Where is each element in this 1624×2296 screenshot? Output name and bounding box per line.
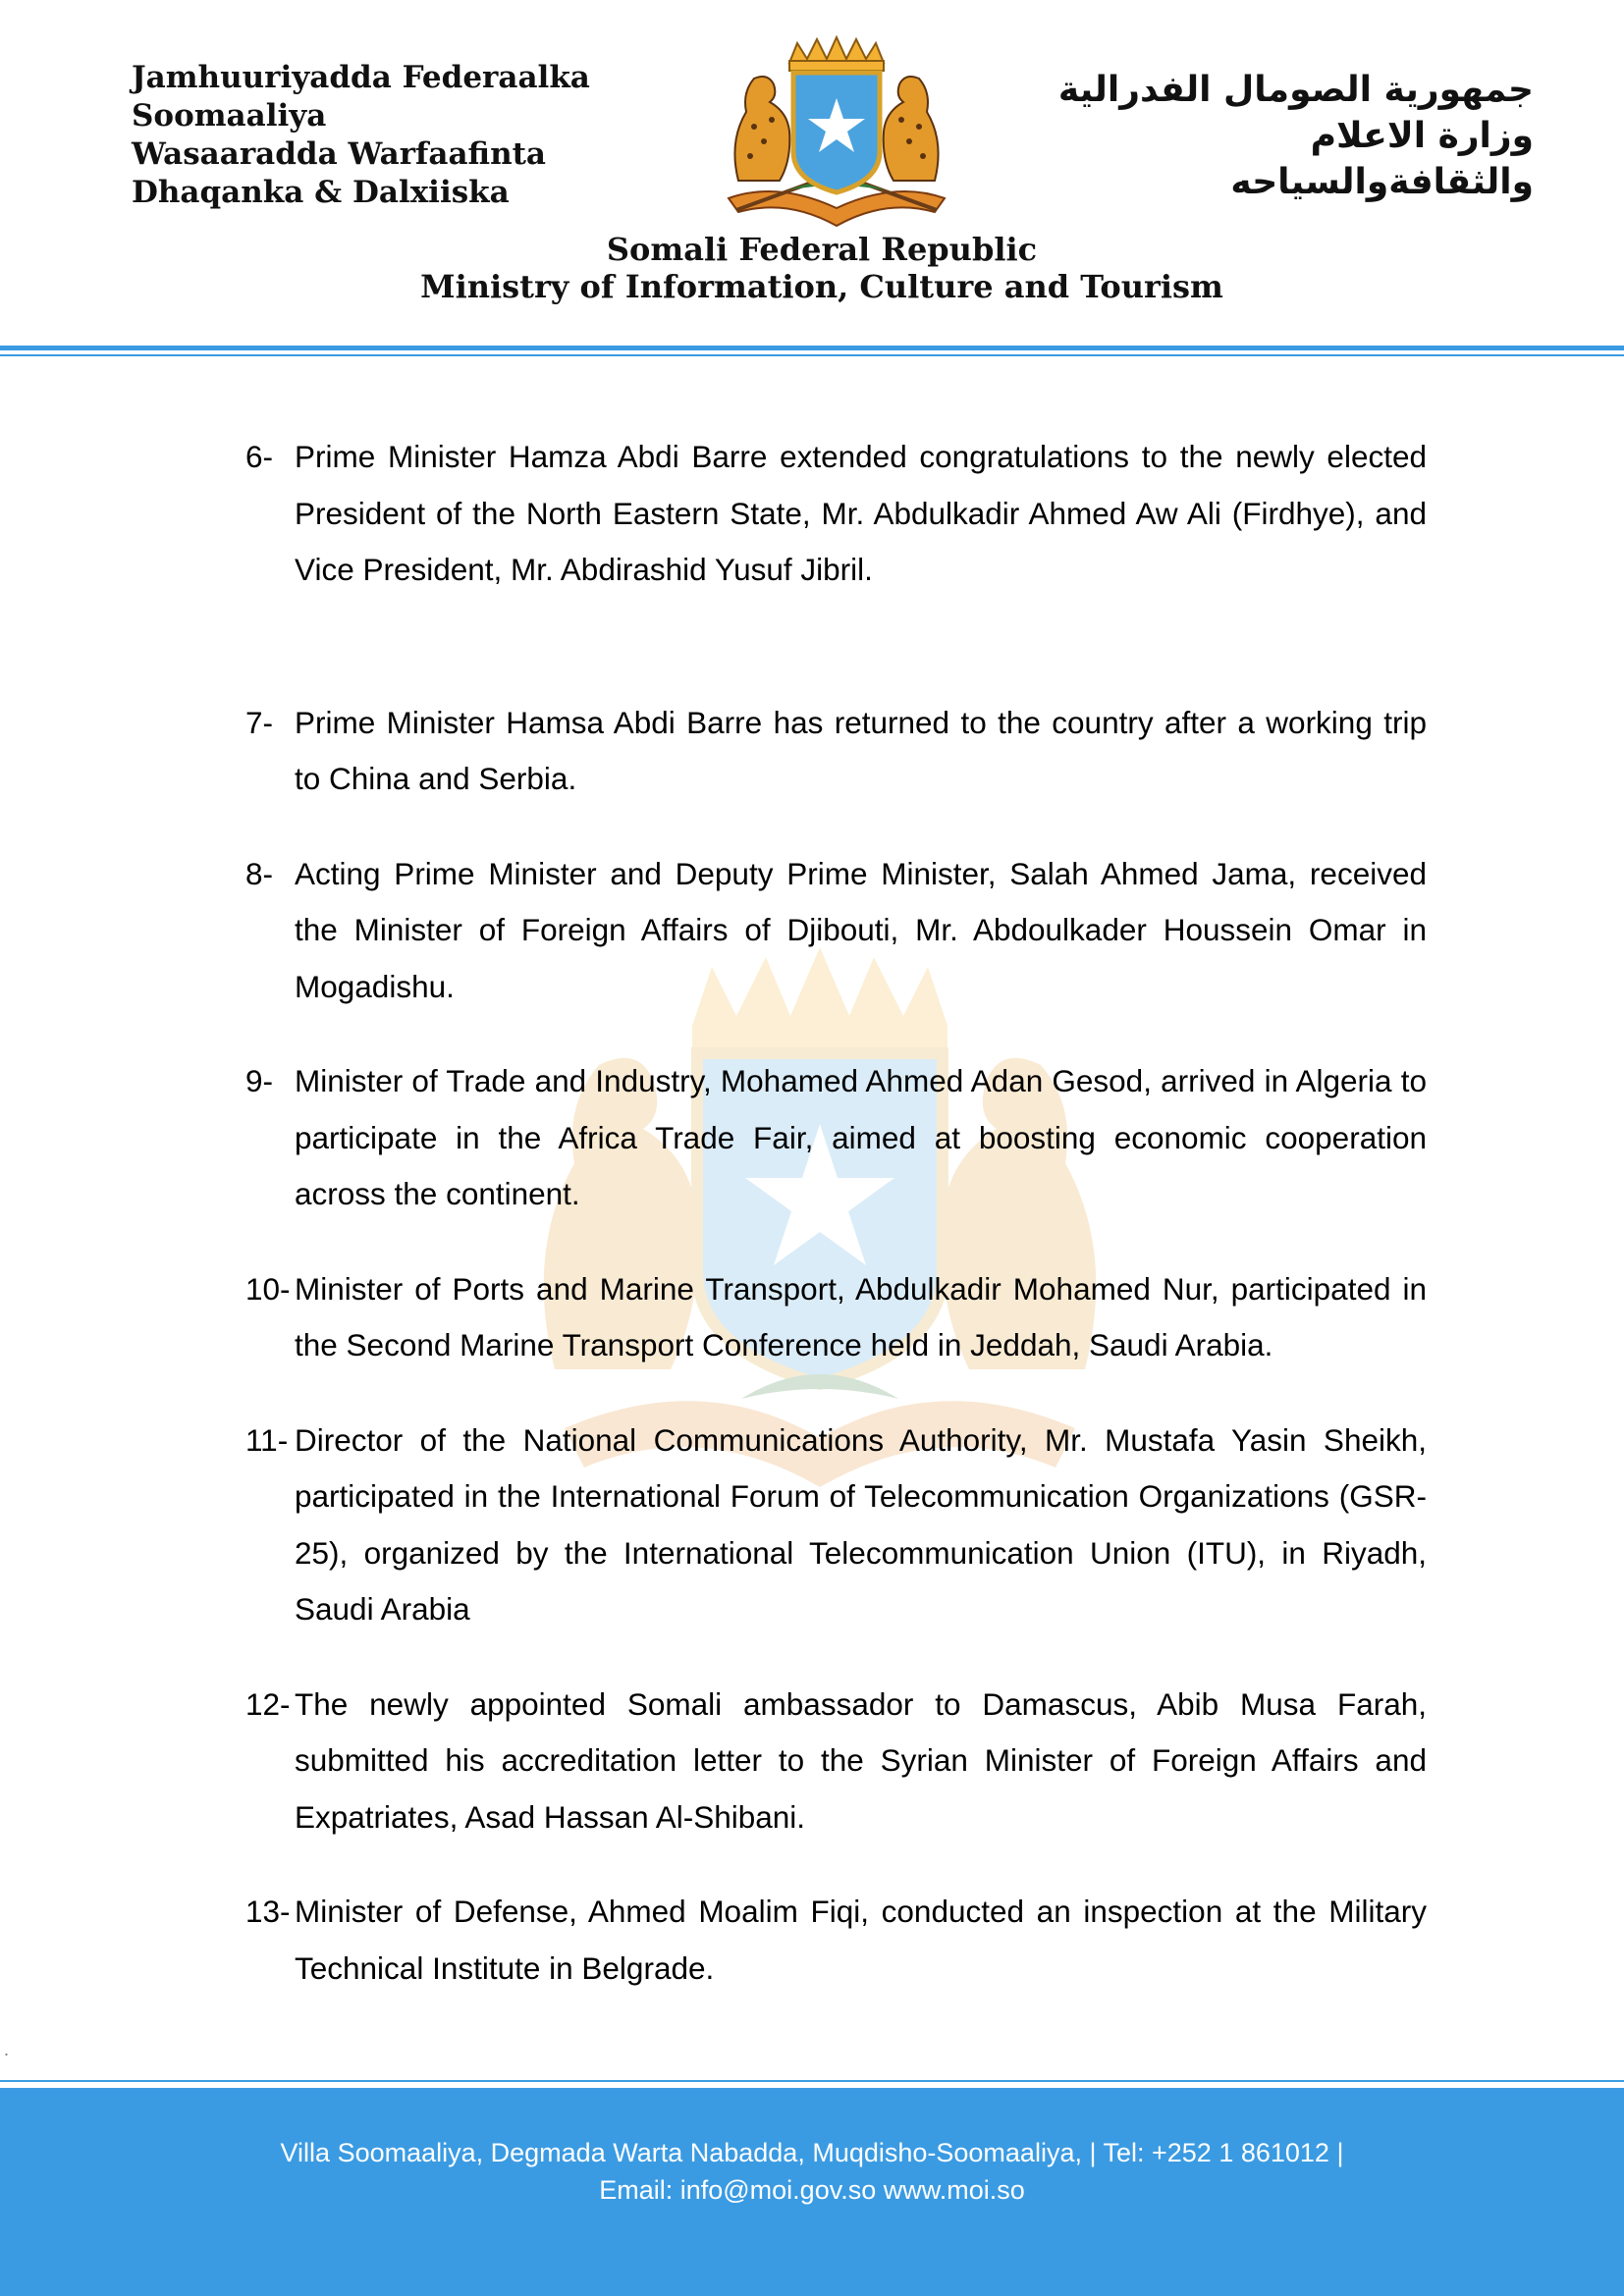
header-right-line: والثقافةوالسياحه xyxy=(1230,162,1534,202)
header-arabic-text xyxy=(1058,67,1534,205)
list-item xyxy=(245,1884,1427,1997)
item-text: Minister of Trade and Industry, Mohamed Ahmed Adan Gesod, arrived in Algeria to participate in the Africa Trade Fair, aimed at boosting economic cooperation across the continent. xyxy=(295,1063,1427,1211)
footer-divider xyxy=(0,2080,1624,2082)
header-right-line: وزارة الاعلام xyxy=(1310,116,1534,156)
item-number: 8- xyxy=(245,855,274,891)
list-item xyxy=(245,1413,1427,1638)
list-item xyxy=(245,429,1427,599)
item-text: The newly appointed Somali ambassador to Damascus, Abib Musa Farah, submitted his accreditation letter to the Syrian Minister of Foreign Affairs and Expatriates, Asad Hassan Al-Shibani. xyxy=(295,1685,1427,1835)
header-center-line: Somali Federal Republic xyxy=(606,231,1038,268)
item-text: Minister of Defense, Ahmed Moalim Fiqi, conducted an inspection at the Military Technical Institute in Belgrade. xyxy=(295,1894,1427,1986)
item-text: Minister of Ports and Marine Transport, Abdulkadir Mohamed Nur, participated in the Second Marine Transport Conference held in Jeddah, Saudi Arabia. xyxy=(295,1270,1427,1362)
item-number: 10- xyxy=(245,1270,291,1307)
stray-mark: . xyxy=(4,2040,10,2059)
header-left-line: Dhaqanka & Dalxiiska xyxy=(132,175,510,210)
item-text: Acting Prime Minister and Deputy Prime Minister, Salah Ahmed Jama, received the Minister of Foreign Affairs of Djibouti, Mr. Abdoulkader Houssein Omar in Mogadishu. xyxy=(295,855,1427,1004)
header-divider-thin xyxy=(0,354,1624,356)
news-items-list xyxy=(245,429,1427,2035)
header-english-title xyxy=(0,231,1624,305)
item-text: Director of the National Communications Authority, Mr. Mustafa Yasin Sheikh, participated in the International Forum of Telecommunication Organizations (GSR-25), organized by the International Telecommunication Union (ITU), in Riyadh, Saudi Arabia xyxy=(295,1421,1427,1627)
footer-address: Villa Soomaaliya, Degmada Warta Nabadda, Muqdisho-Soomaaliya, | Tel: +252 1 861012 | xyxy=(280,2138,1344,2167)
item-number: 6- xyxy=(245,439,274,474)
footer-contact: Email: info@moi.gov.so www.moi.so xyxy=(599,2175,1025,2205)
header-left-line: Soomaaliya xyxy=(132,98,327,133)
header-divider xyxy=(0,346,1624,350)
item-number: 11- xyxy=(245,1421,289,1458)
footer-band xyxy=(0,2088,1624,2296)
header-somali-text xyxy=(132,59,590,212)
item-number: 7- xyxy=(245,704,274,740)
item-text: Prime Minister Hamsa Abdi Barre has returned to the country after a working trip to China and Serbia. xyxy=(295,704,1427,796)
header-center-line: Ministry of Information, Culture and Tourism xyxy=(420,268,1223,305)
item-number: 13- xyxy=(245,1894,291,1929)
list-item xyxy=(245,695,1427,808)
list-item xyxy=(245,1261,1427,1374)
item-number: 9- xyxy=(245,1063,274,1098)
list-item xyxy=(245,846,1427,1016)
list-item xyxy=(245,1053,1427,1223)
header-left-line: Wasaaradda Warfaafinta xyxy=(132,136,547,172)
item-number: 12- xyxy=(245,1685,291,1722)
somali-coat-of-arms-icon xyxy=(699,33,974,230)
header-left-line: Jamhuuriyadda Federaalka xyxy=(132,60,590,95)
list-item xyxy=(245,1677,1427,1846)
header-right-line: جمهورية الصومال الفدرالية xyxy=(1057,70,1534,110)
item-text: Prime Minister Hamza Abdi Barre extended congratulations to the newly elected President of the North Eastern State, Mr. Abdulkadir Ahmed Aw Ali (Firdhye), and Vice President, Mr. Abdirashid Yusuf Jibril. xyxy=(295,439,1427,587)
